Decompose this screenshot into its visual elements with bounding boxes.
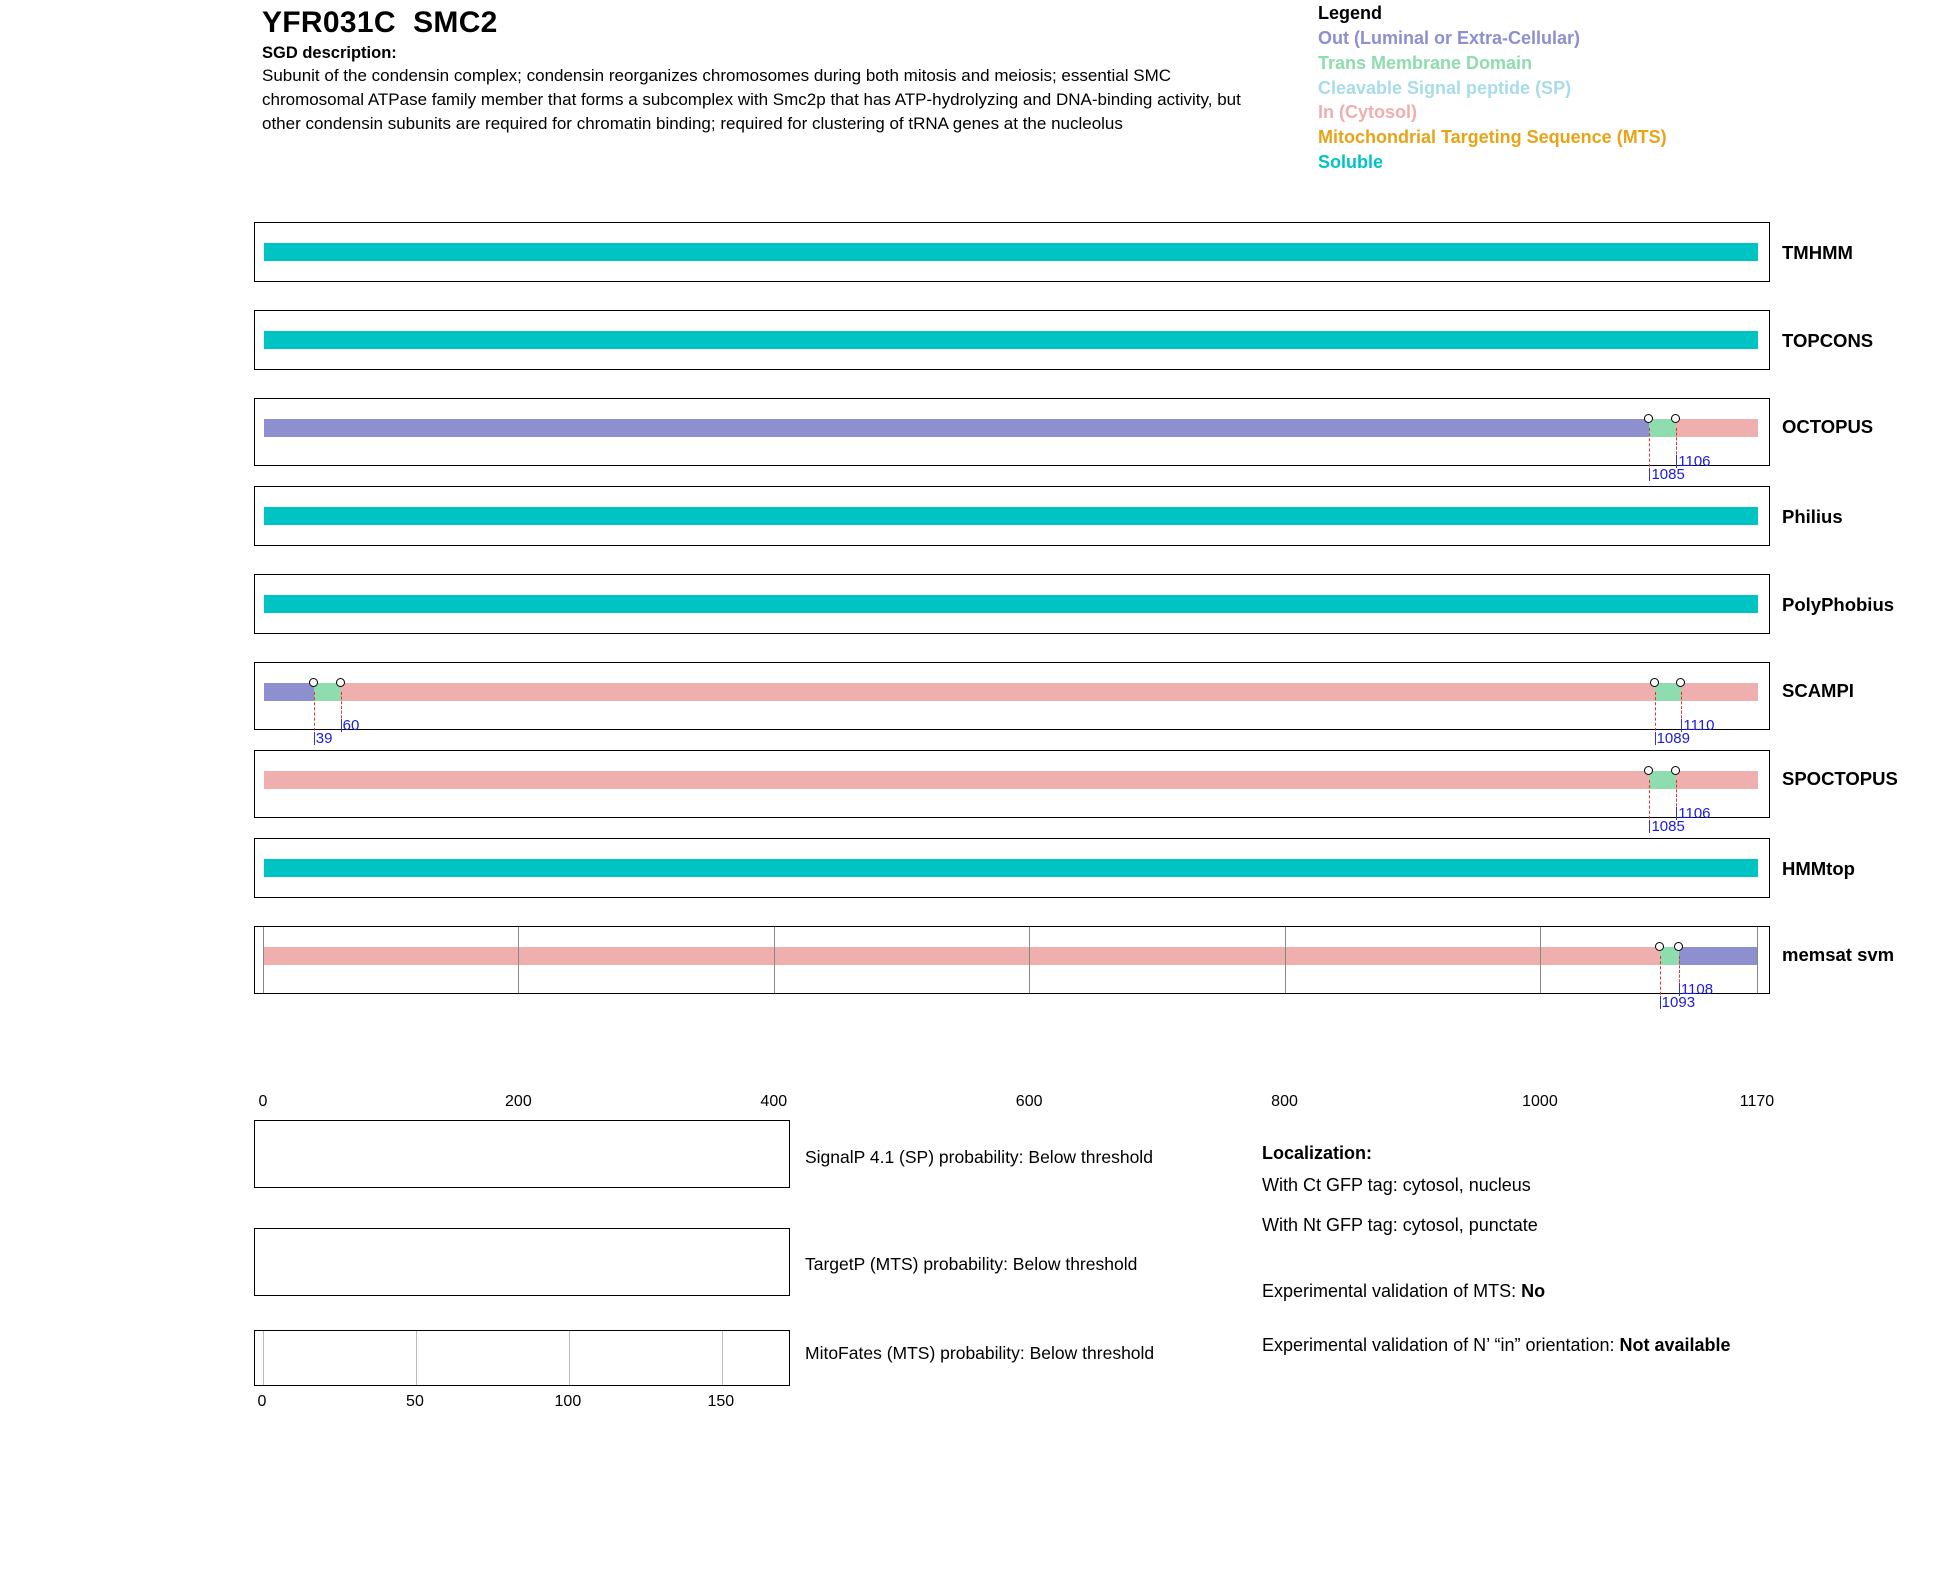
track-bar [264,683,1758,747]
track-tmhmm [254,222,1770,282]
marker-tick [1649,468,1650,481]
nt-gfp-localization: With Nt GFP tag: cytosol, punctate [1262,1215,1538,1236]
localization-info [1262,1140,1902,1372]
axis-tick-label: 0 [258,1093,268,1110]
orientation-validation-label: Experimental validation of N’ “in” orientation: [1262,1335,1620,1356]
marker-position-label: 1089 [1656,730,1690,747]
segment-soluble [264,859,1758,877]
segment-in [341,683,1655,701]
track-topcons [254,310,1770,370]
ct-gfp-localization: With Ct GFP tag: cytosol, nucleus [1262,1175,1531,1196]
marker-position-label: 39 [315,730,333,747]
axis-tick-label: 600 [1015,1093,1043,1110]
marker-position-label: 1110 [1683,717,1715,734]
orientation-validation-value: Not available [1619,1335,1731,1356]
segment-soluble [264,595,1758,613]
segment-out [1679,947,1758,965]
targetp-plot [254,1228,790,1296]
marker-position-label: 1085 [1651,818,1685,835]
segment-in [1676,419,1758,437]
legend-item-in: In (Cytosol) [1318,102,1417,123]
track-philius [254,486,1770,546]
legend [1318,3,1918,175]
mts-validation [1262,1278,1902,1304]
legend-item-tm: Trans Membrane Domain [1318,52,1533,73]
marker-dot-icon [1655,942,1664,951]
track-bar [264,419,1758,483]
legend-item-soluble: Soluble [1318,152,1384,173]
mts-validation-label: Experimental validation of MTS: [1262,1281,1522,1302]
segment-in [264,771,1649,789]
header [262,6,1322,136]
legend-item-out: Out (Luminal or Extra-Cellular) [1318,28,1581,48]
segment-soluble [264,243,1758,261]
sgd-description-label: SGD description: [262,44,397,62]
segment-in [1681,683,1758,701]
marker-stem [1655,692,1656,736]
marker-tick [1679,983,1680,996]
marker-tick [314,732,315,745]
signalp-plot [254,1120,790,1188]
marker-tick [1681,719,1682,732]
small-axis-tick-label: 0 [257,1393,267,1410]
track-bar [264,595,1758,613]
targetp-caption: TargetP (MTS) probability: Below threshold [805,1254,1138,1274]
track-label-philius: Philius [1782,506,1843,527]
track-bar [264,859,1758,877]
segment-out [264,419,1649,437]
track-label-scampi: SCAMPI [1782,680,1854,701]
mitofates-axis [254,1385,790,1415]
marker-tick [1649,820,1650,833]
axis-tick-label: 200 [505,1093,532,1110]
marker-dot-icon [309,678,318,687]
segment-out [264,683,314,701]
marker-position-label: 60 [342,717,360,734]
track-bar [264,331,1758,349]
marker-position-label: 1093 [1661,994,1696,1011]
marker-stem [1649,780,1650,824]
signalp-caption: SignalP 4.1 (SP) probability: Below threshold [805,1147,1153,1167]
marker-tick [1676,455,1677,468]
marker-stem [1660,956,1661,1000]
gridline [569,1331,570,1385]
axis-tick-label: 800 [1271,1093,1298,1110]
small-axis-tick-label: 150 [707,1393,735,1410]
gridline [416,1331,417,1385]
segment-in [1676,771,1758,789]
track-label-tmhmm: TMHMM [1782,242,1853,263]
track-label-hmmtop: HMMtop [1782,858,1855,879]
marker-position-label: 1106 [1678,453,1711,470]
marker-position-label: 1106 [1678,805,1711,822]
mitofates-plot [254,1330,790,1386]
marker-stem [314,692,315,736]
track-label-topcons: TOPCONS [1782,330,1874,351]
track-label-spoctopus: SPOCTOPUS [1782,768,1898,789]
marker-stem [1649,428,1650,472]
track-label-octopus: OCTOPUS [1782,416,1874,437]
marker-dot-icon [1674,942,1683,951]
small-axis-tick-label: 100 [554,1393,582,1410]
track-label-polyphobius: PolyPhobius [1782,594,1895,615]
marker-tick [1660,996,1661,1009]
gridline [722,1331,723,1385]
axis-tick-label: 1000 [1522,1093,1558,1110]
legend-title: Legend [1318,3,1383,23]
track-bar [264,947,1758,1011]
track-label-memsat-svm: memsat svm [1782,944,1895,965]
segment-in [264,947,1660,965]
marker-tick [341,719,342,732]
marker-tick [1676,807,1677,820]
page-title: YFR031C SMC2 [262,6,498,39]
marker-dot-icon [1650,678,1659,687]
marker-position-label: 1085 [1651,466,1685,483]
legend-item-mts: Mitochondrial Targeting Sequence (MTS) [1318,127,1667,148]
track-hmmtop [254,838,1770,898]
localization-title: Localization: [1262,1143,1373,1163]
segment-soluble [264,331,1758,349]
track-scampi [254,662,1770,747]
sgd-description-text: Subunit of the condensin complex; condensin reorganizes chromosomes during both mitosis and meiosis; essential SMC chromosomal ATPase family member that forms a subcomplex with Smc2p that has ATP-hydrolyzing and DNA-binding activity, but other condensin subunits are required for chromatin binding; required for clustering of tRNA genes at the nucleolus [262,66,1241,134]
marker-tick [1655,732,1656,745]
mitofates-caption: MitoFates (MTS) probability: Below threshold [805,1343,1155,1363]
segment-soluble [264,507,1758,525]
orientation-validation [1262,1332,1902,1358]
track-spoctopus [254,750,1770,835]
gridline [263,1331,264,1385]
small-axis-tick-label: 50 [406,1393,424,1410]
marker-dot-icon [336,678,345,687]
track-bar [264,771,1758,835]
sequence-axis [254,1083,1775,1113]
axis-tick-label: 1170 [1739,1093,1775,1110]
mts-validation-value: No [1521,1281,1546,1302]
track-bar [264,243,1758,261]
track-polyphobius [254,574,1770,634]
axis-tick-label: 400 [760,1093,788,1110]
legend-item-sp: Cleavable Signal peptide (SP) [1318,77,1572,98]
track-octopus [254,398,1770,483]
track-bar [264,507,1758,525]
marker-position-label: 1108 [1680,981,1714,998]
track-memsat-svm [254,926,1770,1011]
